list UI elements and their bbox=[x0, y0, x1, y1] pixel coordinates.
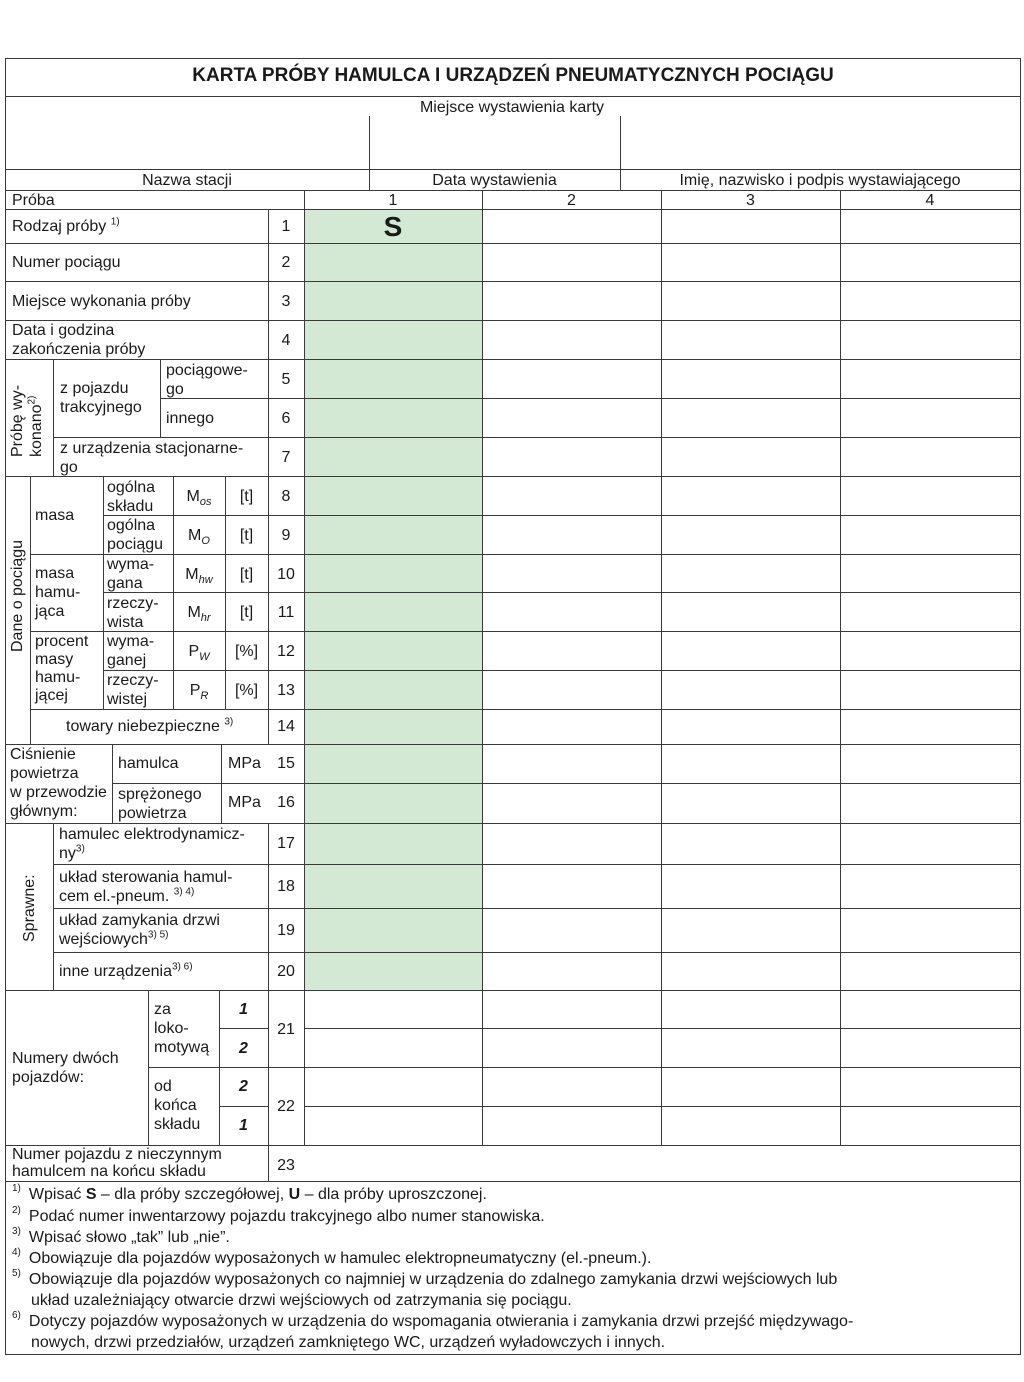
issuer-label: Imię, nazwisko i podpis wystawiającego bbox=[679, 172, 961, 189]
test-column-4: 4 bbox=[925, 192, 935, 209]
row-21-number: 21 bbox=[277, 1021, 295, 1038]
row-21-sub-a: 1 bbox=[239, 1001, 248, 1018]
row-5-label: pociągowe- go bbox=[166, 362, 248, 398]
braking-mass-label: masa hamu- jąca bbox=[35, 565, 81, 620]
row-21-label: za loko- motywą bbox=[154, 1001, 210, 1056]
station-name-label: Nazwa stacji bbox=[142, 172, 232, 189]
row-11-number: 11 bbox=[277, 604, 295, 621]
row-10-unit: [t] bbox=[239, 566, 254, 583]
issue-place-label: Miejsce wystawienia karty bbox=[419, 99, 605, 116]
row-3-label: Miejsce wykonania próby bbox=[12, 293, 191, 310]
form-title: KARTA PRÓBY HAMULCA I URZĄDZEŃ PNEUMATYCZNYCH POCIĄGU bbox=[192, 65, 834, 86]
row-20-number: 20 bbox=[277, 963, 295, 980]
row-13-label: rzeczy- wistej bbox=[107, 672, 159, 708]
test-done-group-label: Próbę wy- konano$^{2)}$ bbox=[9, 384, 45, 457]
row-2-number: 2 bbox=[281, 254, 291, 271]
row-5-number: 5 bbox=[281, 371, 291, 388]
row-1-label: Rodzaj próby $^{1)}$ bbox=[12, 216, 120, 235]
mass-label: masa bbox=[35, 507, 75, 524]
row-13-number: 13 bbox=[277, 682, 295, 699]
row-3-number: 3 bbox=[281, 293, 291, 310]
row-8-number: 8 bbox=[281, 488, 291, 505]
row-11-label: rzeczy- wista bbox=[107, 595, 159, 631]
row-17-label: hamulec elektrodynamicz- $ny^{3)}$ bbox=[59, 826, 245, 862]
footnote-1: $^{1)}$ Wpisać S – dla próby szczegółowej, U – dla próby uproszczonej. bbox=[12, 1183, 487, 1203]
braking-percent-label: procent masy hamu- jącej bbox=[35, 633, 89, 704]
row-16-number: 16 bbox=[277, 794, 295, 811]
row-23-number: 23 bbox=[277, 1157, 295, 1174]
footnote-6: $^{6)}$ Dotyczy pojazdów wyposażonych w urządzenia do wspomagania otwierania i zamykania drzwi przejść międzywago- bbox=[12, 1310, 854, 1330]
working-group-label: Sprawne: bbox=[21, 874, 38, 942]
row-19-label: układ zamykania drzwi wejściowych$^{3) 5)}$ bbox=[59, 912, 220, 948]
row-18-label: układ sterowania hamul- cem el.-pneum. $^{3) 4)}$ bbox=[59, 869, 233, 905]
row-13-symbol: $P_R$ bbox=[189, 682, 209, 703]
row-22-label: od końca składu bbox=[154, 1078, 201, 1133]
row-9-number: 9 bbox=[281, 527, 291, 544]
row-14-label: towary niebezpieczne $^{3)}$ bbox=[66, 716, 234, 735]
row-22-sub-b: 1 bbox=[239, 1117, 248, 1134]
row-11-symbol: $M_{hr}$ bbox=[187, 604, 211, 625]
row-15-unit: MPa bbox=[228, 755, 261, 772]
row-23-label: Numer pojazdu z nieczynnym hamulcem na końcu składu bbox=[12, 1146, 222, 1180]
footnote-5: $^{5)}$ Obowiązuje dla pojazdów wyposażonych co najmniej w urządzenia do zdalnego zamykania drzwi wejściowych lub bbox=[12, 1268, 838, 1288]
row-15-number: 15 bbox=[277, 755, 295, 772]
row-20-label: inne urządzenia$^{3) 6)}$ bbox=[59, 961, 193, 980]
footnote-6-cont: nowych, drzwi przedziałów, urządzeń zamkniętego WC, urządzeń wyładowczych i innych. bbox=[31, 1334, 666, 1351]
row-11-unit: [t] bbox=[239, 604, 254, 621]
row-16-label: sprężonego powietrza bbox=[118, 786, 202, 822]
test-column-label: Próba bbox=[12, 192, 55, 209]
vehicles-numbers-label: Numery dwóch pojazdów: bbox=[12, 1050, 119, 1086]
row-7-label: z urządzenia stacjonarne- go bbox=[60, 440, 244, 476]
row-6-label: innego bbox=[166, 410, 215, 427]
train-data-group-label: Dane o pociągu bbox=[9, 539, 26, 652]
footnote-2: $^{2)}$ Podać numer inwentarzowy pojazdu trakcyjnego albo numer stanowiska. bbox=[12, 1205, 545, 1225]
row-12-number: 12 bbox=[277, 643, 295, 660]
row-13-unit: [%] bbox=[234, 682, 259, 699]
row-15-label: hamulca bbox=[118, 755, 179, 772]
row-22-number: 22 bbox=[277, 1098, 295, 1115]
row-17-number: 17 bbox=[277, 835, 295, 852]
test-1-column-highlight bbox=[305, 209, 482, 990]
row-10-symbol: $M_{hw}$ bbox=[185, 566, 213, 587]
row-8-unit: [t] bbox=[239, 488, 254, 505]
traction-vehicle-label: z pojazdu trakcyjnego bbox=[60, 380, 142, 416]
footnote-3: $^{3)}$ Wpisać słowo „tak” lub „nie”. bbox=[12, 1226, 230, 1246]
row-9-label: ogólna pociągu bbox=[107, 517, 164, 553]
row-8-symbol: $M_{os}$ bbox=[186, 488, 212, 509]
row-12-symbol: $P_W$ bbox=[188, 643, 210, 664]
row-12-label: wyma- ganej bbox=[107, 633, 155, 669]
row-4-number: 4 bbox=[281, 332, 291, 349]
row-12-unit: [%] bbox=[234, 643, 259, 660]
test-column-2: 2 bbox=[567, 192, 576, 209]
row-1-number: 1 bbox=[281, 218, 291, 235]
row-6-number: 6 bbox=[281, 410, 291, 427]
row-10-number: 10 bbox=[277, 566, 295, 583]
row-9-symbol: $M_O$ bbox=[188, 527, 210, 548]
row-9-unit: [t] bbox=[239, 527, 254, 544]
row-7-number: 7 bbox=[281, 449, 291, 466]
row-10-label: wyma- gana bbox=[107, 556, 155, 592]
row-16-unit: MPa bbox=[228, 794, 261, 811]
row-19-number: 19 bbox=[277, 922, 295, 939]
test-column-1: 1 bbox=[388, 192, 398, 209]
row-8-label: ogólna składu bbox=[107, 479, 156, 515]
row-18-number: 18 bbox=[277, 878, 295, 895]
row-4-label: Data i godzina zakończenia próby bbox=[12, 322, 146, 358]
footnote-4: $^{4)}$ Obowiązuje dla pojazdów wyposażonych w hamulec elektropneumatyczny (el.-pneum.). bbox=[12, 1247, 652, 1267]
row-21-sub-b: 2 bbox=[239, 1040, 248, 1057]
row-14-number: 14 bbox=[277, 718, 295, 735]
row-22-sub-a: 2 bbox=[239, 1078, 248, 1095]
pressure-label: Ciśnienie powietrza w przewodzie głównym: bbox=[10, 746, 107, 820]
test-column-3: 3 bbox=[746, 192, 755, 209]
issue-date-label: Data wystawienia bbox=[432, 172, 557, 189]
footnote-5-cont: układ uzależniający otwarcie drzwi wejściowych od zatrzymania się pociągu. bbox=[31, 1292, 572, 1309]
row-2-label: Numer pociągu bbox=[12, 254, 121, 271]
row-1-test-1-value[interactable]: S bbox=[383, 211, 403, 242]
